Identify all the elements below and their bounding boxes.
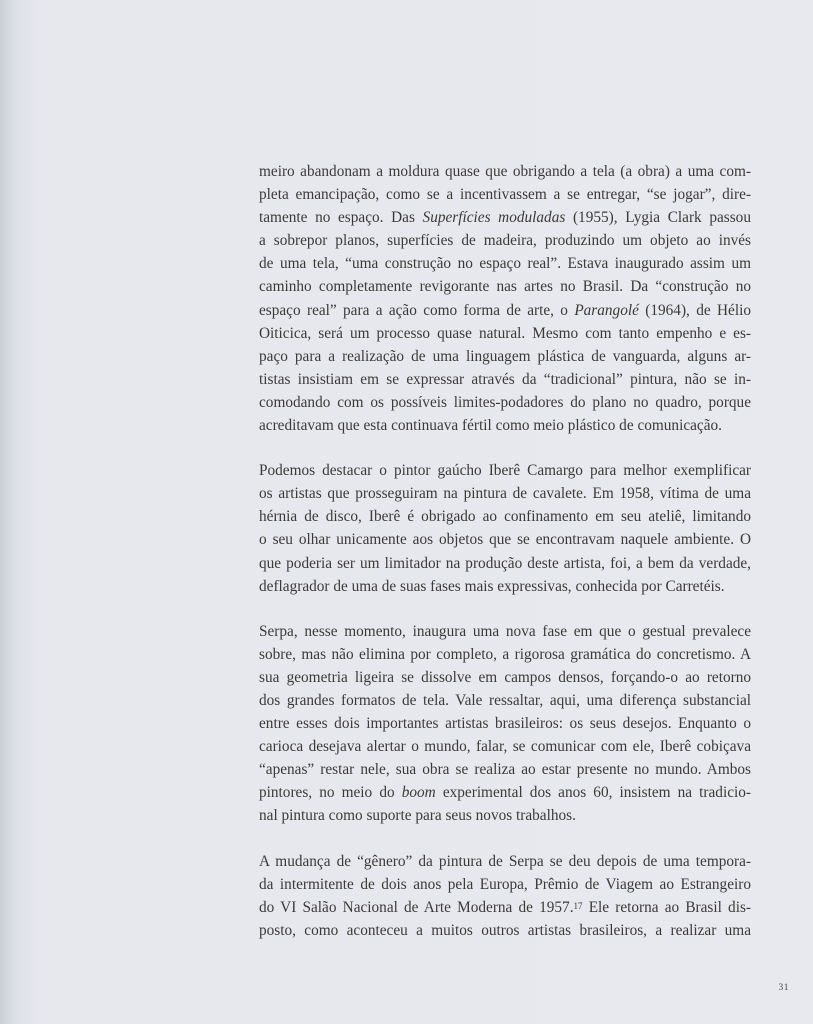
text-line: entre esses dois importantes artistas brasileiros: os seus desejos. Enquanto o — [259, 715, 751, 733]
text-line: carioca desejava alertar o mundo, falar, se comunicar com ele, Iberê cobiçava — [259, 738, 751, 756]
text-line: pleta emancipação, como se a incentivassem a se entregar, “se jogar”, dire- — [259, 186, 751, 204]
text-line: sua geometria ligeira se dissolve em campos densos, forçando-o ao retorno — [259, 668, 751, 686]
text-line: comodando com os possíveis limites-podadores do plano no quadro, porque — [259, 393, 751, 411]
italic-title: Superfícies moduladas — [422, 209, 566, 227]
text-run: tamente no espaço. Das — [259, 209, 423, 227]
text-line: hérnia de disco, Iberê é obrigado ao confinamento em seu ateliê, limitando — [259, 508, 751, 526]
text-line: dos grandes formatos de tela. Vale ressaltar, aqui, uma diferença substancial — [259, 691, 751, 709]
text-run: espaço real” para a ação como forma de arte, o — [259, 301, 575, 319]
text-line: Oiticica, será um processo quase natural. Mesmo com tanto empenho e es- — [259, 324, 751, 342]
text-run: (1955), Lygia Clark passou — [565, 209, 751, 227]
text-line: tistas insistiam em se expressar através da “tradicional” pintura, não se in- — [259, 370, 751, 388]
text-line: Podemos destacar o pintor gaúcho Iberê Camargo para melhor exemplificar — [259, 462, 751, 480]
text-line: o seu olhar unicamente aos objetos que se encontravam naquele ambiente. O — [259, 531, 751, 549]
paragraph — [259, 459, 751, 598]
page-number: 31 — [778, 983, 789, 993]
text-line: da intermitente de dois anos pela Europa, Prêmio de Viagem ao Estrangeiro — [259, 875, 751, 893]
text-line: posto, como aconteceu a muitos outros artistas brasileiros, a realizar uma — [259, 921, 751, 939]
text-line: de uma tela, “uma construção no espaço real”. Estava inaugurado assim um — [259, 255, 751, 273]
paragraph — [259, 160, 751, 437]
text-run: (1964), de Hélio — [638, 301, 751, 319]
text-run: Ele retorna ao Brasil dis- — [582, 898, 751, 916]
text-line — [259, 896, 751, 919]
text-line: sobre, mas não elimina por completo, a rigorosa gramática do concretismo. A — [259, 645, 751, 663]
text-line — [259, 206, 751, 229]
text-line: acreditavam que esta continuava fértil como meio plástico de comunicação. — [259, 417, 722, 435]
text-line: deflagrador de uma de suas fases mais expressivas, conhecida por Carretéis. — [259, 577, 725, 595]
text-line: os artistas que prosseguiram na pintura de cavalete. Em 1958, vítima de uma — [259, 485, 751, 503]
italic-title: Parangolé — [574, 301, 639, 319]
paragraph — [259, 850, 751, 942]
text-line: nal pintura como suporte para seus novos trabalhos. — [259, 807, 576, 825]
paragraph — [259, 620, 751, 828]
text-line: “apenas” restar nele, sua obra se realiza ao estar presente no mundo. Ambos — [259, 761, 751, 779]
text-line: caminho completamente revigorante nas artes no Brasil. Da “construção no — [259, 278, 751, 296]
text-run: experimental dos anos 60, insistem na tradicio- — [435, 784, 751, 802]
text-line: A mudança de “gênero” da pintura de Serpa se deu depois de uma tempora- — [259, 852, 751, 870]
text-line — [259, 781, 751, 804]
italic-title: boom — [401, 784, 436, 802]
text-line: Serpa, nesse momento, inaugura uma nova fase em que o gestual prevalece — [259, 622, 751, 640]
footnote-marker: 17 — [573, 900, 583, 911]
body-text — [259, 160, 751, 964]
text-run: pintores, no meio do — [259, 784, 402, 802]
text-run: do VI Salão Nacional de Arte Moderna de 1957. — [259, 898, 574, 916]
text-line: meiro abandonam a moldura quase que obrigando a tela (a obra) a uma com- — [259, 163, 751, 180]
text-line: paço para a realização de uma linguagem plástica de vanguarda, alguns ar- — [259, 347, 751, 365]
text-line: a sobrepor planos, superfícies de madeira, produzindo um objeto ao invés — [259, 232, 751, 250]
text-line — [259, 299, 751, 322]
text-line: que poderia ser um limitador na produção deste artista, foi, a bem da verdade, — [259, 554, 751, 572]
